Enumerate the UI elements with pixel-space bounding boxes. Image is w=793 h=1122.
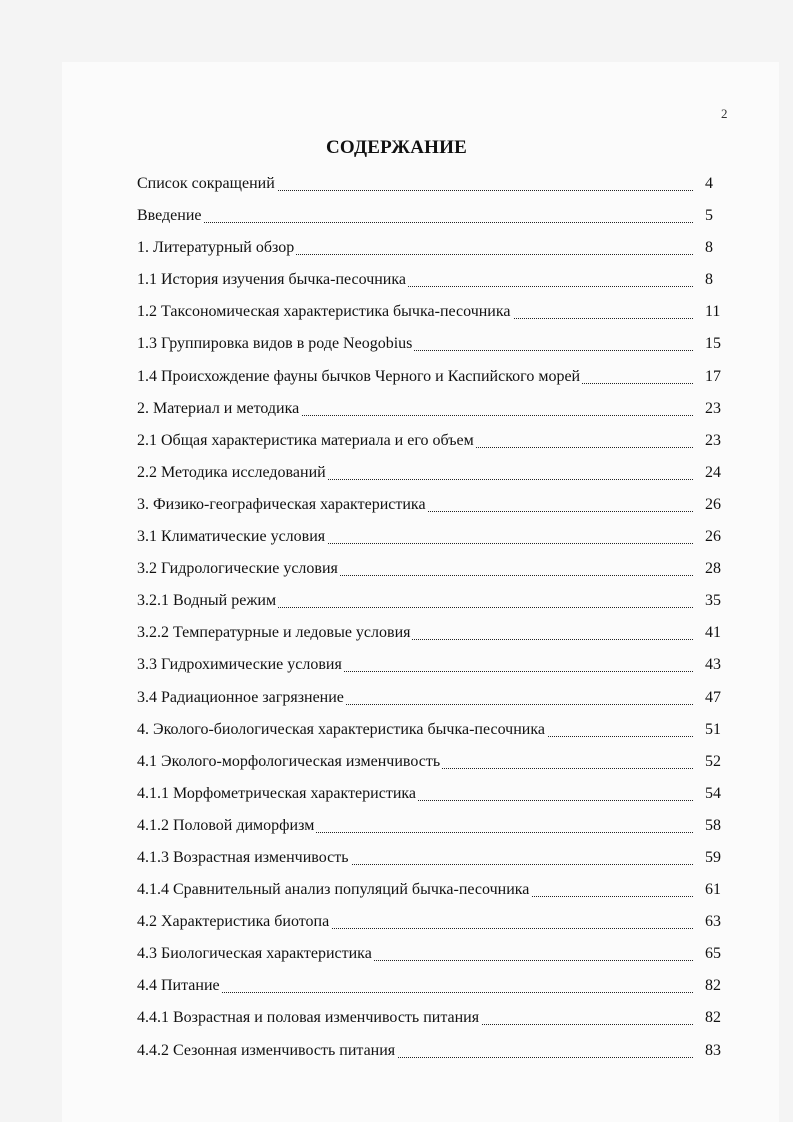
toc-entry-title: 2.1 Общая характеристика материала и его объем	[137, 431, 474, 449]
toc-entry-page: 82	[705, 1009, 721, 1027]
toc-entry	[137, 617, 733, 649]
toc-entry-title: Список сокращений	[137, 175, 275, 192]
toc-entry-title: 3.2.2 Температурные и ледовые условия	[137, 624, 411, 642]
toc-entry-title: 2.2 Методика исследований	[137, 463, 326, 481]
toc-entry-title: 1.1 История изучения бычка-песочника	[137, 271, 406, 289]
toc-entry-page: 15	[705, 335, 721, 353]
toc-entry-page: 51	[705, 720, 721, 738]
toc-entry-title: 3.3 Гидрохимические условия	[137, 656, 342, 674]
toc-entry	[137, 714, 733, 746]
toc-entry	[137, 842, 733, 874]
toc-entry-title: 4.4.2 Сезонная изменчивость питания	[137, 1041, 396, 1059]
toc-entry-page: 8	[705, 271, 713, 289]
toc-entry-title: 4.1 Эколого-морфологическая изменчивость	[137, 752, 441, 770]
toc-entry-title: 3.1 Климатические условия	[137, 528, 326, 546]
toc-entry-page: 28	[705, 560, 721, 578]
toc-entry-page: 58	[705, 816, 721, 834]
toc-entry-title: 2. Материал и методика	[137, 399, 300, 417]
toc-entry	[137, 746, 733, 778]
toc-entry-page: 5	[705, 207, 713, 225]
toc-entry-title: 4.1.2 Половой диморфизм	[137, 816, 315, 834]
toc-entry	[137, 425, 733, 457]
toc-entry-title: 4.1.4 Сравнительный анализ популяций бычка-песочника	[137, 881, 530, 899]
toc-entry	[137, 296, 733, 328]
toc-entry-page: 47	[705, 688, 721, 706]
toc-entry-page: 26	[705, 495, 721, 513]
toc-entry	[137, 970, 733, 1002]
toc-entry-page: 61	[705, 881, 721, 899]
toc-entry	[137, 168, 733, 200]
toc-entry-page: 23	[705, 399, 721, 417]
toc-entry-page: 41	[705, 624, 721, 642]
toc-entry-page: 83	[705, 1041, 721, 1059]
toc-entry	[137, 649, 733, 681]
toc-entry	[137, 328, 733, 360]
toc-entry-page: 4	[705, 175, 713, 192]
toc-entry-title: 1.2 Таксономическая характеристика бычка-песочника	[137, 303, 511, 321]
toc-entry-title: Введение	[137, 207, 202, 225]
toc-entry	[137, 200, 733, 232]
toc-entry-title: 3.2 Гидрологические условия	[137, 560, 338, 578]
toc-entry-title: 4.2 Характеристика биотопа	[137, 913, 330, 931]
toc-entry-page: 43	[705, 656, 721, 674]
toc-entry	[137, 938, 733, 970]
toc-entry	[137, 393, 733, 425]
toc-entry-title: 1. Литературный обзор	[137, 239, 295, 257]
toc-entry	[137, 361, 733, 393]
toc-entry-page: 52	[705, 752, 721, 770]
toc-entry	[137, 778, 733, 810]
toc-entry-page: 59	[705, 848, 721, 866]
page-title: СОДЕРЖАНИЕ	[326, 137, 467, 158]
toc-entry-page: 8	[705, 239, 713, 257]
toc-entry	[137, 1035, 733, 1067]
toc-entry	[137, 585, 733, 617]
page-number: 2	[721, 106, 728, 121]
toc-entry	[137, 810, 733, 842]
toc-entry-title: 4.4.1 Возрастная и половая изменчивость питания	[137, 1009, 480, 1027]
toc-entry	[137, 457, 733, 489]
toc-entry	[137, 906, 733, 938]
toc-entry	[137, 1002, 733, 1034]
toc-entry-page: 63	[705, 913, 721, 931]
toc-entry-page: 11	[705, 303, 721, 321]
toc-entry-title: 3.4 Радиационное загрязнение	[137, 688, 344, 706]
toc-entry-title: 4.1.3 Возрастная изменчивость	[137, 848, 349, 866]
toc-entry-title: 4.4 Питание	[137, 977, 220, 995]
toc-entry	[137, 489, 733, 521]
toc-entry	[137, 264, 733, 296]
toc-entry-page: 82	[705, 977, 721, 995]
toc-entry-title: 3. Физико-географическая характеристика	[137, 495, 426, 513]
toc-entry-title: 4.3 Биологическая характеристика	[137, 945, 372, 963]
toc-entry-page: 65	[705, 945, 721, 963]
toc-entry-title: 1.3 Группировка видов в роде Neogobius	[137, 335, 413, 353]
toc-entry-title: 4.1.1 Морфометрическая характеристика	[137, 784, 417, 802]
toc-entry	[137, 521, 733, 553]
toc-entry-page: 35	[705, 592, 721, 610]
toc-entry	[137, 682, 733, 714]
toc-entry-title: 1.4 Происхождение фауны бычков Черного и Каспийского морей	[137, 367, 581, 385]
table-of-contents	[137, 168, 733, 1067]
toc-entry-title: 4. Эколого-биологическая характеристика бычка-песочника	[137, 720, 545, 738]
toc-entry	[137, 232, 733, 264]
toc-entry-page: 26	[705, 528, 721, 546]
toc-entry-title: 3.2.1 Водный режим	[137, 592, 277, 610]
toc-entry	[137, 874, 733, 906]
toc-entry-page: 23	[705, 431, 721, 449]
toc-entry-page: 24	[705, 463, 721, 481]
toc-entry-page: 54	[705, 784, 721, 802]
toc-entry-page: 17	[705, 367, 721, 385]
toc-entry	[137, 553, 733, 585]
dot-leader	[137, 222, 693, 223]
